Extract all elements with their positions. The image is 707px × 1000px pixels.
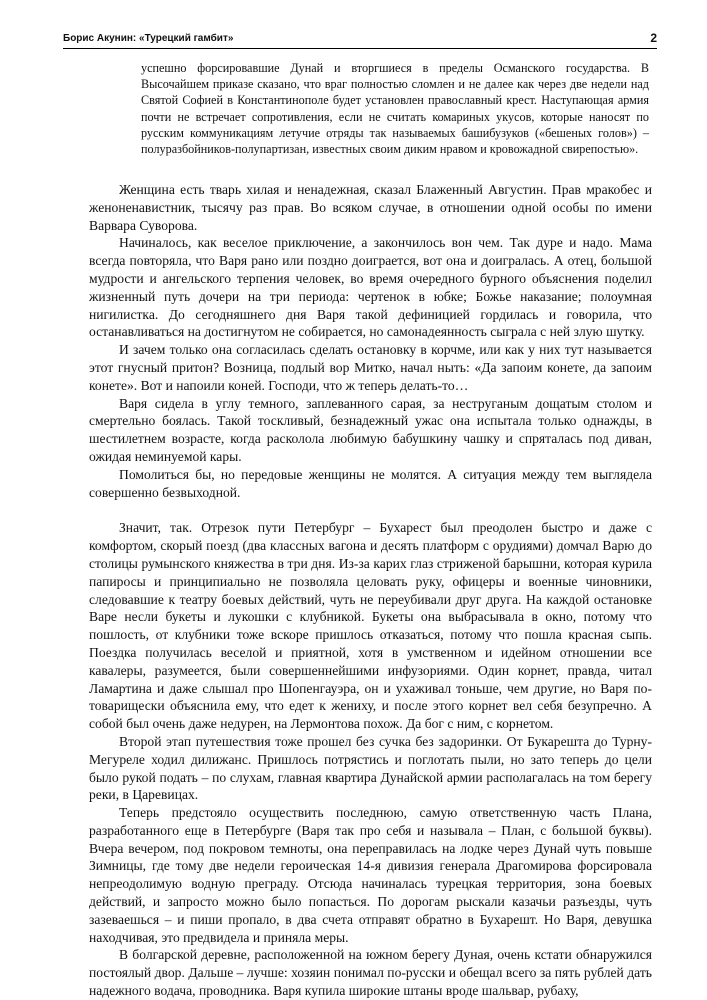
paragraph: И зачем только она согласилась сделать остановку в корчме, или как у них тут называется этот гнусный притон? Возница, подлый вор Митко, начал ныть: «Да запоим конете, да запоим конете». Вот и напоили коней. Господи, что ж теперь делать-то… [89,342,652,393]
header-title: Борис Акунин: «Турецкий гамбит» [63,33,234,44]
body-text [89,181,652,1000]
paragraph: Варя сидела в углу темного, заплеванного сарая, за неструганым дощатым столом и смертельно боялась. Такой тоскливый, безнадежный ужас она испытала только однажды, в шестилетнем возрасте, когда расколола любимую бабушкину чашку и спряталась под диван, ожидая неминуемой кары. [89,395,652,464]
paragraph: Помолиться бы, но передовые женщины не молятся. А ситуация между тем выглядела совершенно безвыходной. [89,466,652,500]
page-number: 2 [650,31,657,45]
paragraph: Теперь предстояло осуществить последнюю, самую ответственную часть Плана, разработанного еще в Петербурге (Варя так про себя и называла – План, с большой буквы). Вчера вечером, под покровом темноты, она переправилась на лодке через Дунай чуть повыше Зимницы, где тому две недели героическая 14-я дивизия генерала Драгомирова форсировала непреодолимую водную преграду. Отсюда начиналась турецкая территория, зона боевых действий, и запросто можно было попасться. По дорогам рыскали казачьи разъезды, чуть зазеваешься – и пиши пропало, в два счета отправят обратно в Бухарешт. Но Варя, девушка находчивая, это предвидела и приняла меры. [89,805,652,945]
paragraph: В болгарской деревне, расположенной на южном берегу Дуная, очень кстати обнаружился постоялый двор. Дальше – лучше: хозяин понимал по-русски и обещал всего за пять рублей дать надежного водача, проводника. Варя купила широкие штаны вроде шальвар, рубаху, [89,947,652,999]
paragraph: Значит, так. Отрезок пути Петербург – Бухарест был преодолен быстро и даже с комфортом, скорый поезд (два классных вагона и десять платформ с орудиями) домчал Варю до столицы румынского княжества в три дня. Из-за карих глаз стриженой барышни, которая курила папиросы и принципиально не позволяла целовать руку, офицеры и военные чиновники, следовавшие к театру боевых действий, чуть не переубивали друг друга. На каждой остановке Варе несли букеты и лукошки с клубникой. Букеты она выбрасывала в окно, потому что пошлость, от клубники тоже вскоре пришлось отказаться, потому что пошла красная сыпь. Поездка получилась веселой и приятной, хотя в умственном и идейном отношении все кавалеры, разумеется, были совершеннейшими инфузориями. Один корнет, правда, читал Ламартина и даже слышал про Шопенгауэра, он и ухаживал тоньше, чем другие, но Варя по-товарищески объяснила ему, что едет к жениху, и после этого корнет вел себя безупречно. А собой был очень даже недурен, на Лермонтова похож. Да бог с ним, с корнетом. [89,520,652,732]
epigraph-block [141,60,649,157]
epigraph-text: успешно форсировавшие Дунай и вторгшиеся в пределы Османского государства. В Высочайшем приказе сказано, что враг полностью сломлен и не далее как через две недели над Святой Софией в Константинополе будет установлен православный крест. Наступающая армия почти не встречает сопротивления, если не считать комариных укусов, которые наносят по русским коммуникациям летучие отряды так называемых башибузуков («бешеных голов») – полуразбойников-полупартизан, известных своим диким нравом и кровожадной свирепостью». [141,61,649,157]
paragraph: Второй этап путешествия тоже прошел без сучка без задоринки. От Букарешта до Турну-Мегуреле ходил дилижанс. Пришлось потрястись и поглотать пыли, но зато теперь до цели было рукой подать – по слухам, главная квартира Дунайской армии располагалась на том берегу реки, в Царевицах. [89,733,652,803]
paragraph: Начиналось, как веселое приключение, а закончилось вон чем. Так дуре и надо. Мама всегда повторяла, что Варя рано или поздно доиграется, вот она и доигралась. А отец, большой мудрости и ангельского терпения человек, во время очередного бурного объяснения поделил жизненный путь дочери на три периода: чертенок в юбке; Божье наказание; полоумная нигилистка. До сегодняшнего дня Варя такой дефиницией гордилась и говорила, что останавливаться на достигнутом не собирается, но самонадеянность сыграла с ней злую шутку. [89,235,652,340]
page-header [63,32,657,49]
paragraph: Женщина есть тварь хилая и ненадежная, сказал Блаженный Августин. Прав мракобес и женоненавистник, тысячу раз прав. Во всяком случае, в отношении одной особы по имени Варвара Суворова. [89,182,652,233]
